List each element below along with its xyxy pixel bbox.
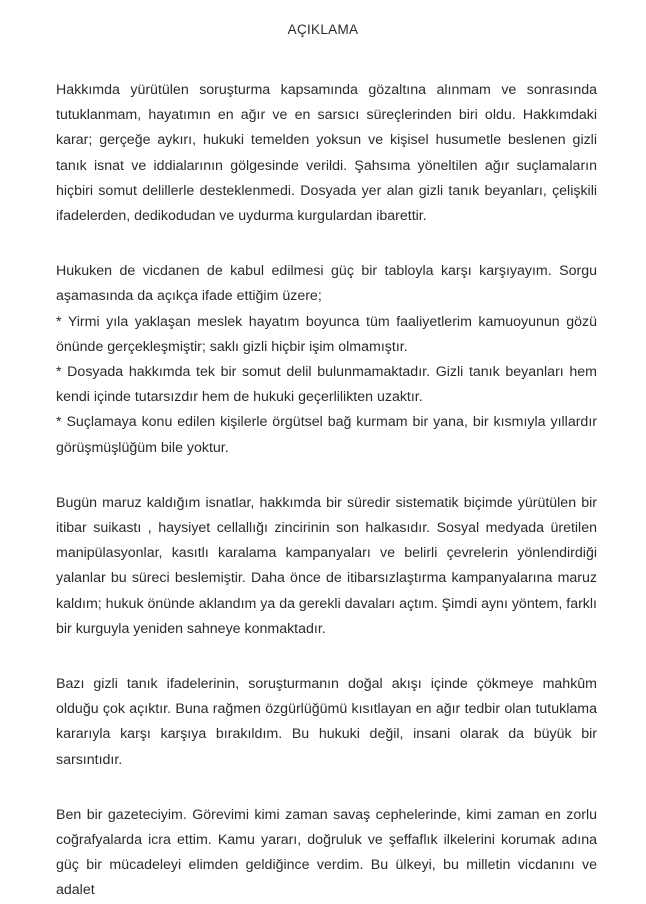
document-body: [56, 78, 597, 904]
bullet-item-3: * Suçlamaya konu edilen kişilerle örgütsel bağ kurmam bir yana, bir kısmıyla yıllardır görüşmüşlüğüm bile yoktur.: [56, 414, 597, 456]
page-title: AÇIKLAMA: [287, 22, 359, 37]
paragraph-2: Hukuken de vicdanen de kabul edilmesi güç bir tabloyla karşı karşıyayım. Sorgu aşamasında da açıkça ifade ettiğim üzere;: [56, 263, 597, 305]
paragraph-5: Ben bir gazeteciyim. Görevimi kimi zaman savaş cephelerinde, kimi zaman en zorlu coğrafyalarda icra ettim. Kamu yararı, doğruluk ve şeffaflık ilkelerini korumak adına güç bir mücadeleyi elimden geldiğince verdim. Bu ülkeyi, bu milletin vicdanını ve adalet: [56, 806, 597, 899]
paragraph-3: Bugün maruz kaldığım isnatlar, hakkımda bir süredir sistematik biçimde yürütülen bir itibar suikastı , haysiyet cellallığı zincirinin son halkasıdır. Sosyal medyada üretilen manipülasyonlar, kasıtlı karalama kampanyaları ve belirli çevrelerin yönlendirdiği yalanlar bu süreci beslemiştir. Daha önce de itibarsızlaştırma kampanyalarına maruz kaldım; hukuk önünde aklandım ya da gerekli davaları açtım. Şimdi aynı yöntem, farklı bir kurguyla yeniden sahneye konmaktadır.: [56, 494, 597, 637]
paragraph-1: Hakkımda yürütülen soruşturma kapsamında gözaltına alınmam ve sonrasında tutuklanmam, hayatımın en ağır ve en sarsıcı süreçlerinden biri oldu. Hakkımdaki karar; gerçeğe aykırı, hukuki temelden yoksun ve kişisel husumetle beslenen gizli tanık isnat ve iddialarının gölgesinde verildi. Şahsıma yöneltilen ağır suçlamaların hiçbiri somut delillerle desteklenmedi. Dosyada yer alan gizli tanık beyanları, çelişkili ifadelerden, dedikodudan ve uydurma kurgulardan ibarettir.: [56, 82, 597, 225]
bullet-item-1: * Yirmi yıla yaklaşan meslek hayatım boyunca tüm faaliyetlerim kamuoyunun gözü önünde gerçekleşmiştir; saklı gizli hiçbir işim olmamıştır.: [56, 313, 597, 355]
paragraph-4: Bazı gizli tanık ifadelerinin, soruşturmanın doğal akışı içinde çökmeye mahkûm olduğu çok açıktır. Buna rağmen özgürlüğümü kısıtlayan en ağır tedbir olan tutuklama kararıyla karşı karşıya bırakıldım. Bu hukuki değil, insani olarak da büyük bir sarsıntıdır.: [56, 676, 597, 768]
bullet-item-2: * Dosyada hakkımda tek bir somut delil bulunmamaktadır. Gizli tanık beyanları hem kendi içinde tutarsızdır hem de hukuki geçerlilikten uzaktır.: [56, 364, 597, 406]
